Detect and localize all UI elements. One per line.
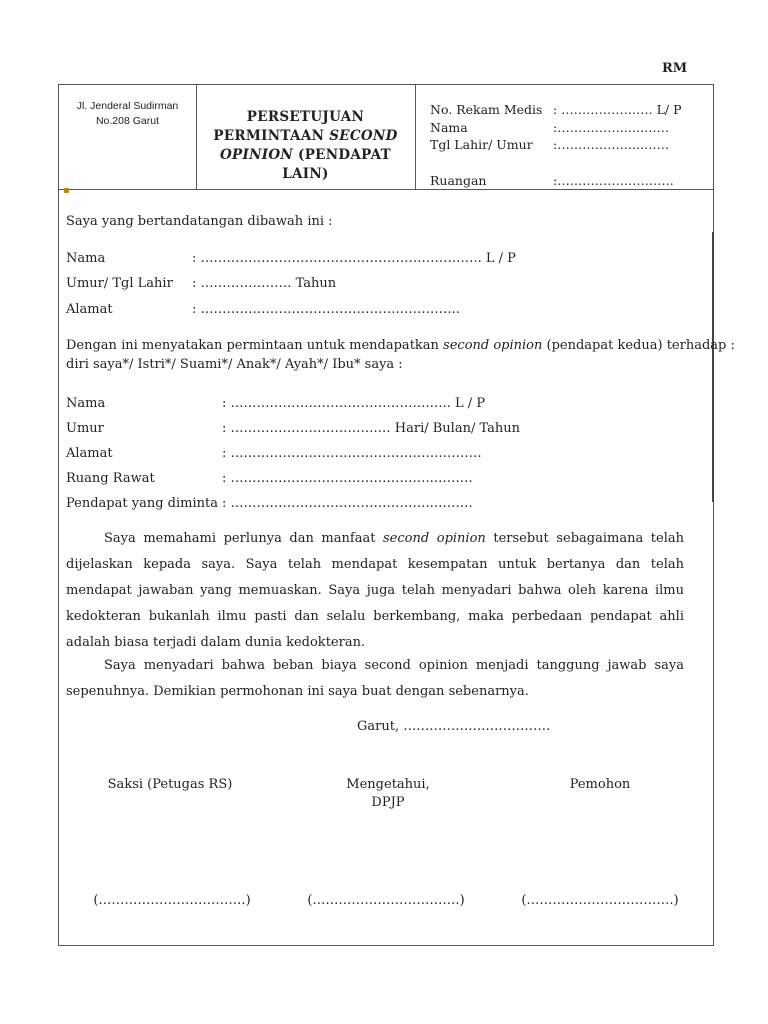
intro-text: Saya yang bertandatangan dibawah ini : <box>66 214 333 229</box>
witness-label: Saksi (Petugas RS) <box>107 777 233 792</box>
title-line-1: PERSETUJUAN <box>246 109 365 125</box>
patient-pendapat-field[interactable]: : ………………………………………..……… <box>222 496 473 511</box>
patient-alamat-label: Alamat <box>66 446 113 461</box>
title-line-2: PERMINTAAN SECOND <box>213 128 398 144</box>
signer-umur-field[interactable]: : ………………… Tahun <box>192 276 337 291</box>
address-line-2: No.208 Garut <box>95 115 160 127</box>
statement-line-1: Dengan ini menyatakan permintaan untuk mendapatkan second opinion (pendapat kedua) terhadap : <box>66 338 735 353</box>
rekam-medis-field[interactable]: : …………………. L/ P <box>553 102 682 117</box>
header-divider <box>59 189 713 190</box>
patient-ruang-label: Ruang Rawat <box>66 471 155 486</box>
meta-tgl-lahir-field[interactable]: :…………….…..…… <box>553 137 670 152</box>
paragraph-cost: Saya menyadari bahwa beban biaya second opinion menjadi tanggung jawab saya sepenuhnya. Demikian permohonan ini saya buat dengan sebenarnya. <box>66 658 684 699</box>
signer-umur-label: Umur/ Tgl Lahir <box>66 276 173 291</box>
patient-umur-label: Umur <box>66 421 104 436</box>
patient-nama-label: Nama <box>66 396 106 411</box>
witness-signature-field[interactable]: (…………………………….) <box>93 893 251 908</box>
rm-label: RM <box>662 61 688 76</box>
dpjp-signature-field[interactable]: (…………………………….) <box>307 893 465 908</box>
statement-line-2: diri saya*/ Istri*/ Suami*/ Anak*/ Ayah*/ Ibu* saya : <box>66 357 403 372</box>
title-line-3: OPINION (PENDAPAT LAIN) <box>219 147 392 182</box>
signer-nama-label: Nama <box>66 251 106 266</box>
form-title <box>196 108 415 184</box>
patient-nama-field[interactable]: : ……………………………………….….. L / P <box>222 396 486 411</box>
margin-bar <box>712 232 714 502</box>
marker-icon: ▪ <box>63 185 70 196</box>
applicant-signature-field[interactable]: (…………………………….) <box>521 893 679 908</box>
ack-label: Mengetahui, DPJP <box>346 777 430 810</box>
form-frame: ▪ Jl. Jenderal Sudirman No.208 Garut PERSETUJUAN PERMINTAAN SECOND OPINION (PENDAPAT LAIN) No. Rekam Medis : …………………. L/ P Nama :…………….…..…… Tgl Lahir/ Umur :…………….…..…… Ruangan :………………………. <box>58 84 714 946</box>
patient-umur-field[interactable]: : …………………………….… Hari/ Bulan/ Tahun <box>222 421 520 436</box>
signer-nama-field[interactable]: : ……………………………………………………….. L / P <box>192 251 516 266</box>
signer-alamat-label: Alamat <box>66 302 113 317</box>
paragraph-understanding: Saya memahami perlunya dan manfaat second opinion tersebut sebagaimana telah dijelaskan kepada saya. Saya telah mendapat kesempatan untuk bertanya dan telah mendapat jawaban yang memuaskan. Saya juga telah menyadari bahwa oleh karena ilmu kedokteran bukanlah ilmu pasti dan selalu berkembang, maka perbedaan pendapat ahli adalah biasa terjadi dalam dunia kedokteran. <box>66 531 684 650</box>
patient-pendapat-label: Pendapat yang diminta <box>66 496 218 511</box>
meta-ruangan-field[interactable]: :………………………. <box>553 173 674 188</box>
place-date[interactable]: Garut, ……………….…………… <box>357 719 551 734</box>
signer-alamat-field[interactable]: : ……………………………………….………….. <box>192 302 460 317</box>
meta-nama-field[interactable]: :…………….…..…… <box>553 120 670 135</box>
patient-ruang-field[interactable]: : ………………………………………..……… <box>222 471 473 486</box>
applicant-label: Pemohon <box>569 777 631 792</box>
patient-alamat-field[interactable]: : ………………………………………….……… <box>222 446 482 461</box>
header-col-divider-2 <box>415 85 416 189</box>
address-line-1: Jl. Jenderal Sudirman <box>76 100 179 112</box>
hospital-address <box>59 99 196 129</box>
